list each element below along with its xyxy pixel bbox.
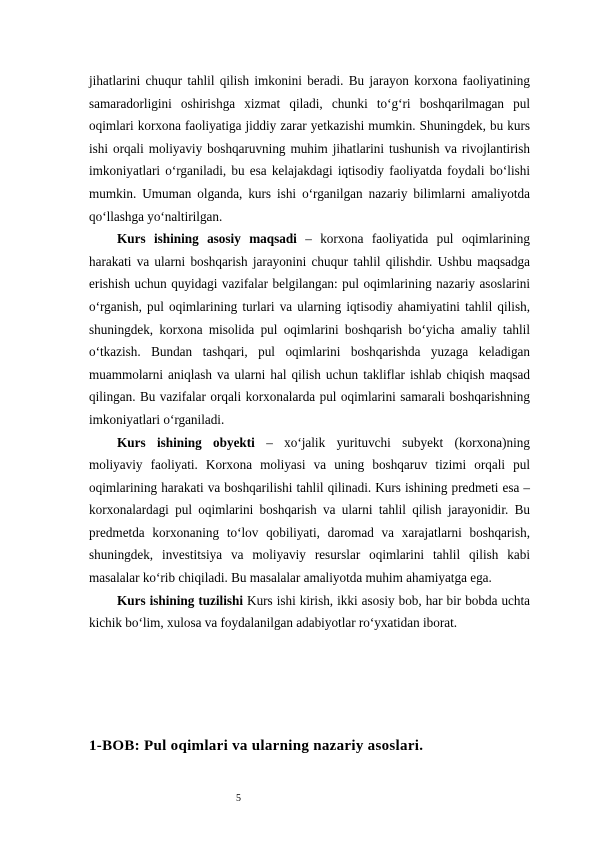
paragraph-structure	[89, 590, 530, 635]
paragraph-lead: Kurs ishining obyekti	[117, 434, 255, 450]
paragraph-goal	[89, 228, 530, 431]
body-text	[89, 70, 530, 635]
paragraph-lead: Kurs ishining asosiy maqsadi	[117, 231, 297, 247]
paragraph-object	[89, 432, 530, 590]
paragraph-text: – korxona faoliyatida pul oqimlarining harakati va ularni boshqarish jarayonini chuqur tahlil qilishdir. Ushbu maqsadga erishish uchun quyidagi vazifalar belgilangan: pul oqimlarining nazariy asoslarini o‘rganish, pul oqimlarining turlari va ularning iqtisodiy ahamiyatini tahlil qilish, shuningdek, korxona misolida pul oqimlarini boshqarish bo‘yicha amaliy tahlil o‘tkazish. Bundan tashqari, pul oqimlarini boshqarishda yuzaga keladigan muammolarni aniqlash va ularni hal qilish uchun takliflar ishlab chiqish maqsad qilingan. Bu vazifalar orqali korxonalarda pul oqimlarini samarali boshqarishning imkoniyatlari o‘rganiladi.	[89, 231, 530, 427]
paragraph-lead: Kurs ishining tuzilishi	[117, 592, 244, 608]
paragraph-intro-continuation	[89, 70, 530, 228]
paragraph-text: jihatlarini chuqur tahlil qilish imkonini beradi. Bu jarayon korxona faoliyatining samaradorligini oshirishga xizmat qiladi, chunki to‘g‘ri boshqarilmagan pul oqimlari korxona faoliyatiga jiddiy zarar yetkazishi mumkin. Shuningdek, bu kurs ishi orqali moliyaviy boshqaruvning muhim jihatlarini tushunish va rivojlantirish imkoniyatlari o‘rganiladi, bu esa kelajakdagi iqtisodiy faoliyatda foydali bo‘lishi mumkin. Umuman olganda, kurs ishi o‘rganilgan nazariy bilimlarni amaliyotda qo‘llashga yo‘naltirilgan.	[89, 73, 530, 224]
page-number: 5	[236, 793, 241, 804]
paragraph-text: – xo‘jalik yurituvchi subyekt (korxona)ning moliyaviy faoliyati. Korxona moliyasi va uning boshqaruv tizimi orqali pul oqimlarining harakati va boshqarilishi tahlil qilinadi. Kurs ishining predmeti esa – korxonalardagi pul oqimlarini boshqarish va ularni tahlil qilish jarayonidir. Bu predmetda korxonaning to‘lov qobiliyati, daromad va xarajatlarni boshqarish, shuningdek, investitsiya va moliyaviy resurslar oqimlarini tahlil qilish kabi masalalar ko‘rib chiqiladi. Bu masalalar amaliyotda muhim ahamiyatga ega.	[89, 434, 530, 586]
chapter-heading: 1-BOB: Pul oqimlari va ularning nazariy asoslari.	[89, 738, 424, 754]
paragraph-text: Kurs ishi kirish, ikki asosiy bob, har bir bobda uchta kichik bo‘lim, xulosa va foydalanilgan adabiyotlar ro‘yxatidan iborat.	[89, 592, 531, 631]
